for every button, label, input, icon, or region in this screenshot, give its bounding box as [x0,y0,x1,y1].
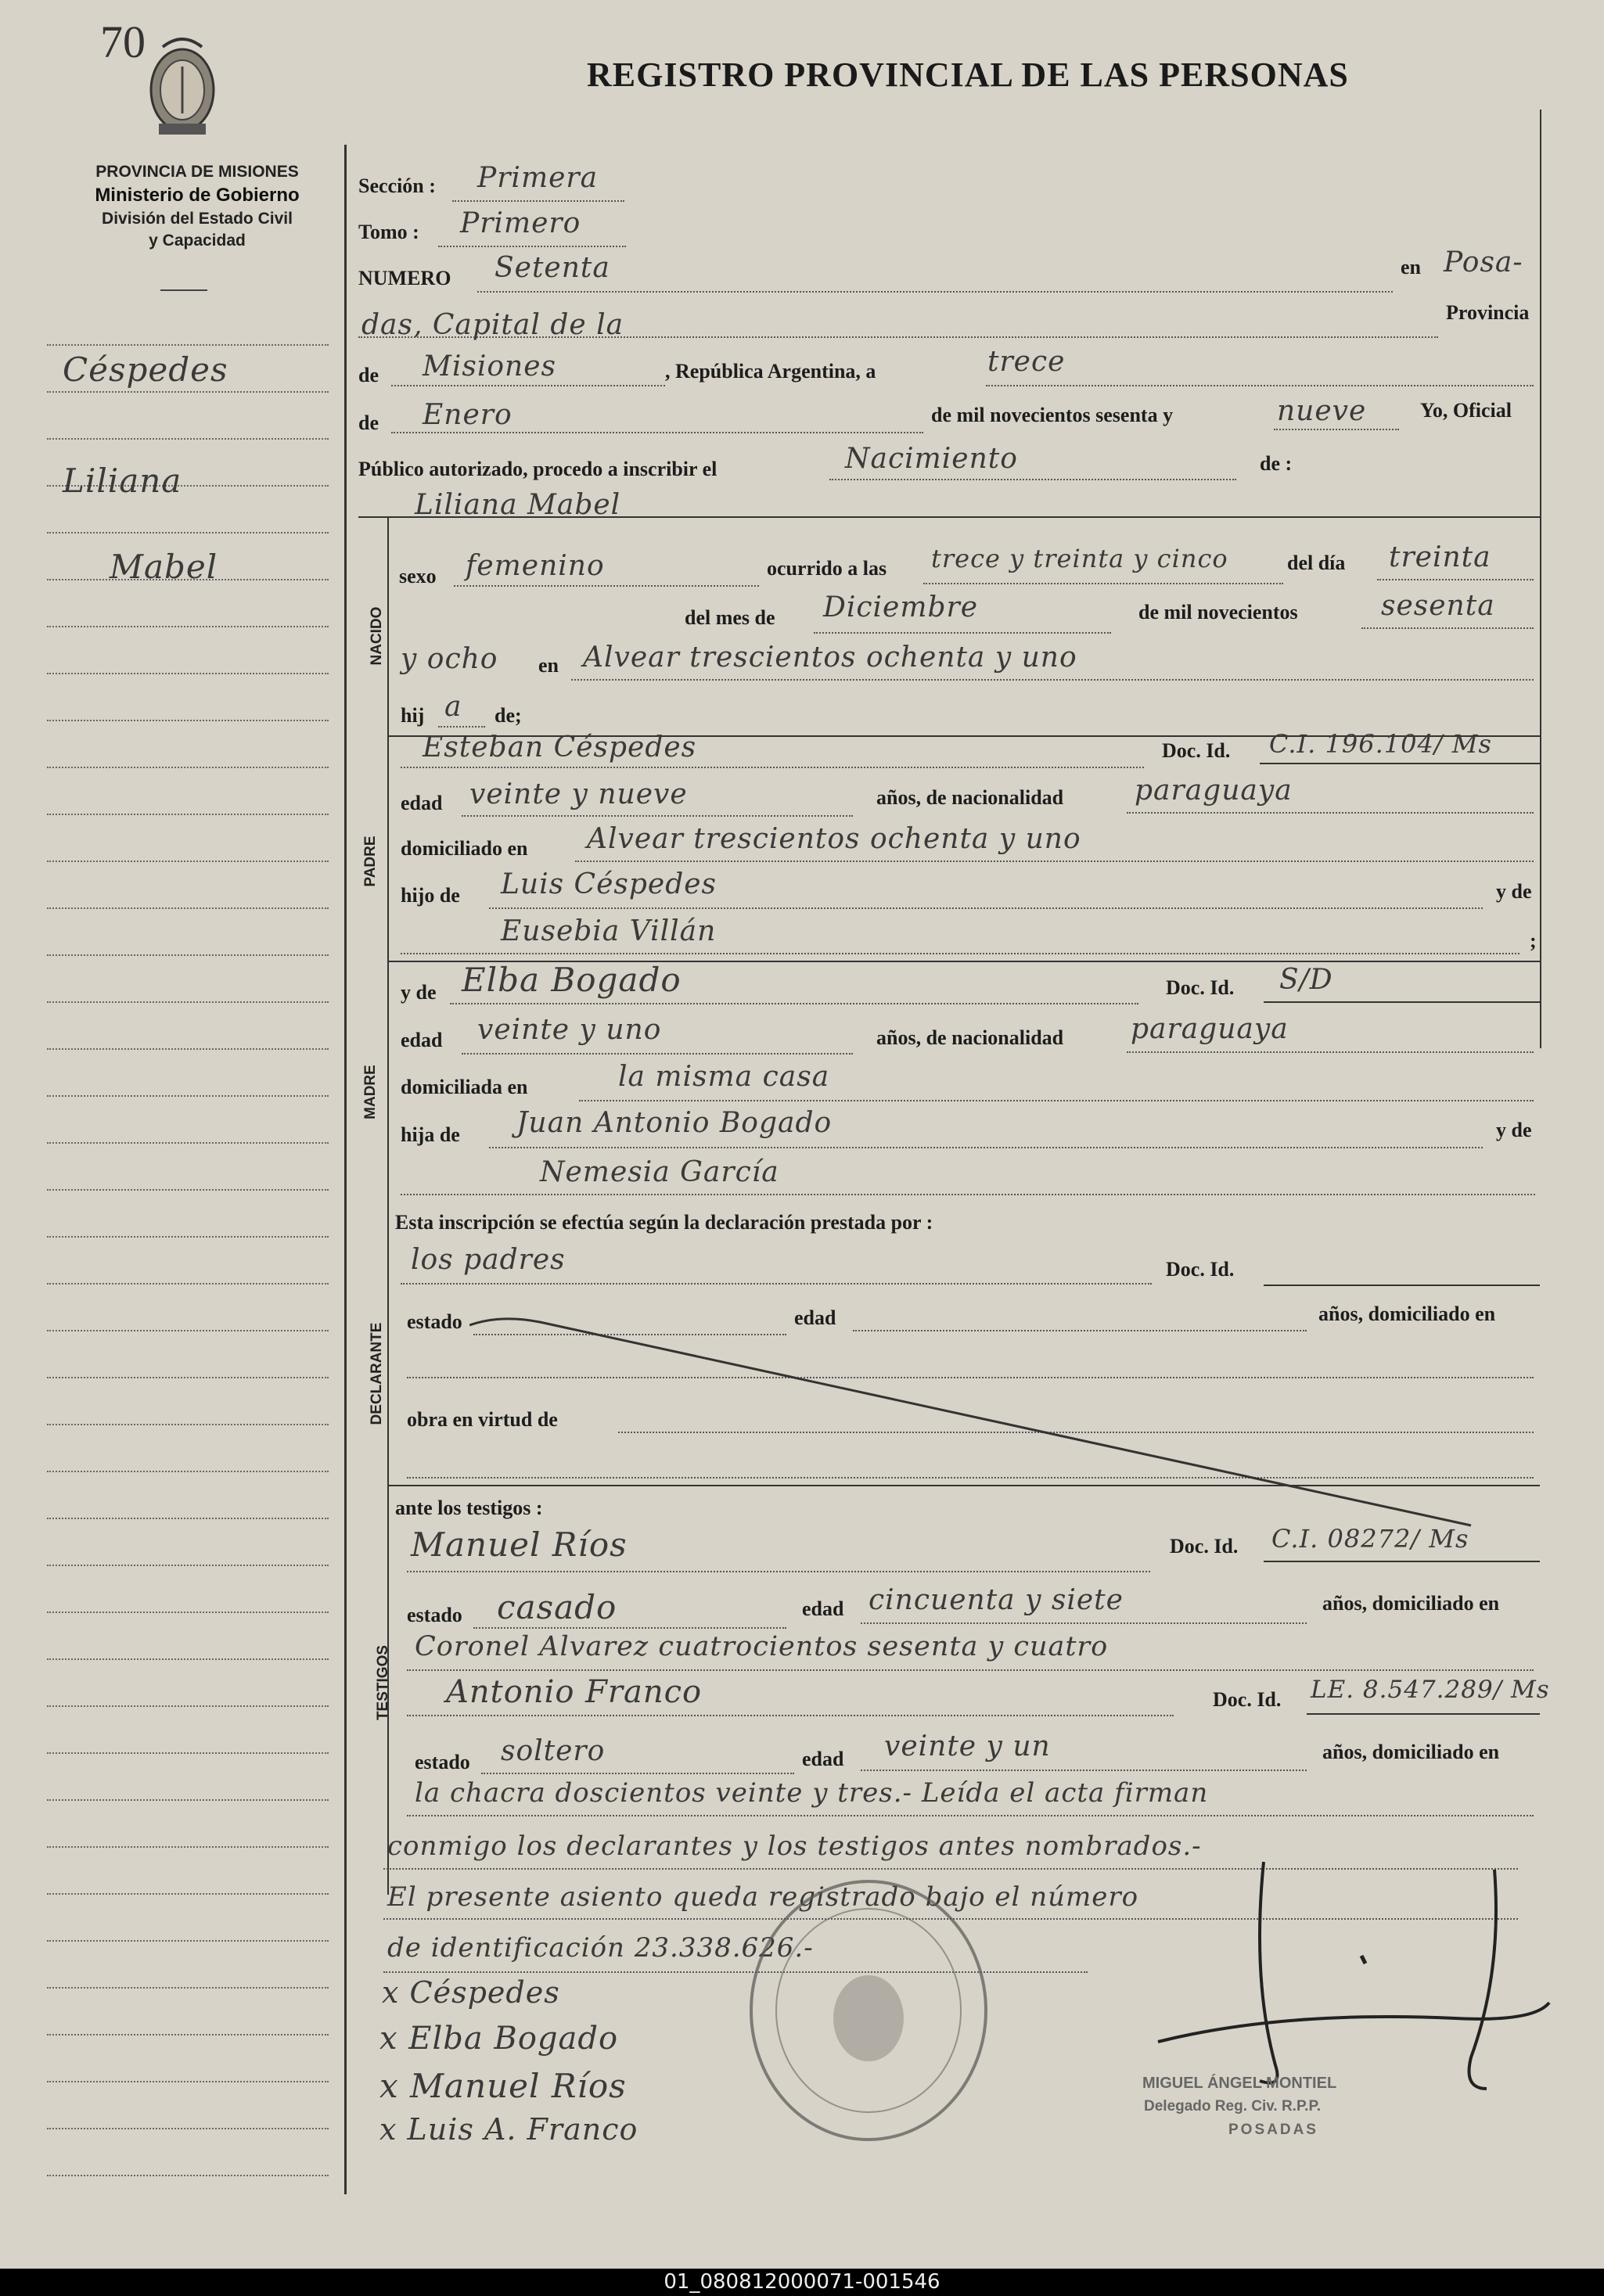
margin-ruled-line [47,1424,329,1425]
margin-ruled-line [47,673,329,674]
numero-label: NUMERO [358,267,451,289]
testigo1-doc-label: Doc. Id. [1170,1535,1239,1558]
testigo2-dom-value: la chacra doscientos veinte y tres.- Leída el acta firman [415,1777,1209,1809]
dia-line [986,385,1534,386]
en-label-2: en [538,654,559,677]
padre-y-de-label: y de [1496,880,1532,903]
margin-ruled-line [47,1048,329,1050]
margin-ruled-line [47,1752,329,1754]
sexo-line [454,585,759,587]
tomo-value: Primero [460,207,581,239]
padre-nac-value: paraguaya [1135,774,1293,807]
margin-ruled-line [47,1471,329,1472]
margin-ruled-line [47,767,329,768]
nombre-value: Liliana Mabel [415,489,621,521]
dia-nac-line [1377,579,1534,580]
margin-ruled-line [47,532,329,534]
anio-nac-line [1361,627,1534,629]
en-label: en [1401,256,1421,278]
testigo1-anos-label: años, domiciliado en [1322,1592,1500,1615]
ante-testigos-label: ante los testigos : [395,1497,543,1519]
nacido-top-rule [358,516,1540,518]
margin-ruled-line [47,2175,329,2176]
testigo1-edad-value: cincuenta y siete [869,1584,1124,1616]
madre-doc-rule [1264,1001,1540,1003]
official-stamp-role: Delegado Reg. Civ. R.P.P. [1144,2098,1321,2115]
de-label-1: de [358,364,379,386]
page-number: 70 [100,16,146,67]
de-colon-label: de : [1260,452,1293,475]
madre-edad-value: veinte y uno [477,1014,662,1046]
padre-edad-label: edad [401,792,443,814]
margin-ruled-line [47,1189,329,1191]
padre-doc-value: C.I. 196.104/ Ms [1269,729,1492,759]
padre-doc-label: Doc. Id. [1162,739,1231,762]
testigo1-estado-value: casado [497,1588,617,1626]
madre-hija-line [489,1147,1483,1148]
provincia-label: Provincia [1446,301,1530,324]
padre-nombre-value: Esteban Céspedes [423,731,697,764]
testigo2-edad-line [861,1770,1307,1771]
mes-line [391,432,923,433]
del-mes-label: del mes de [685,606,775,629]
madre-y-de-label: y de [401,981,437,1004]
margin-ruled-line [47,1377,329,1378]
padre-dom-label: domiciliado en [401,837,528,860]
hij-suffix-value: a [444,691,462,723]
left-frame-line [344,145,347,2194]
official-stamp-city: POSADAS [1228,2122,1318,2138]
testigo1-estado-line [473,1627,786,1629]
provincia-value: Misiones [423,350,557,383]
yo-oficial-label: Yo, Oficial [1420,399,1512,422]
testigo2-doc-value: LE. 8.547.289/ Ms [1311,1676,1550,1704]
margin-ruled-line [47,2081,329,2082]
city-value-1: Posa- [1444,246,1523,278]
side-label-testigos: TESTIGOS [375,1644,391,1721]
testigo1-dom-value: Coronel Alvarez cuatrocientos sesenta y cuatro [415,1631,1109,1662]
margin-ruled-line [47,1142,329,1144]
anio-nac-value-2: y ocho [401,643,498,675]
republica-label: , República Argentina, a [665,360,876,383]
right-frame-line [1540,110,1541,1048]
padre-hijo-value: Luis Céspedes [501,868,717,900]
footer-image-id: 01_080812000071-001546 [664,2270,940,2294]
numero-value: Setenta [495,252,610,284]
margin-ruled-line [47,1658,329,1660]
margin-ruled-line [47,1846,329,1848]
declarante-line [401,1283,1152,1285]
acto-line [829,479,1236,480]
margin-ruled-line [47,1283,329,1285]
testigo1-doc-value: C.I. 08272/ Ms [1271,1524,1469,1554]
signature-1: x Céspedes [382,1975,560,2010]
margin-ruled-line [47,954,329,956]
madre-nombre-line [450,1003,1138,1004]
signature-3: x Manuel Ríos [379,2067,627,2105]
testigo2-doc-label: Doc. Id. [1213,1688,1282,1711]
acto-value: Nacimiento [845,443,1018,475]
de-label-2: de [358,411,379,434]
capacity-label: y Capacidad [149,232,246,250]
padre-semicolon: ; [1530,929,1537,952]
margin-ruled-line [47,2128,329,2129]
madre-edad-label: edad [401,1029,443,1051]
padre-madre-value: Eusebia Villán [501,915,717,947]
padre-nac-line [1127,812,1534,814]
official-stamp-name: MIGUEL ÁNGEL MONTIEL [1142,2075,1337,2092]
anio-nac-value-1: sesenta [1381,590,1495,622]
margin-ruled-line [47,1001,329,1003]
margin-ruled-line [47,1987,329,1989]
cierre-line-1: conmigo los declarantes y los testigos antes nombrados.- [387,1831,1202,1862]
margin-ruled-line [47,1565,329,1566]
official-signature [1127,1854,1565,2104]
madre-edad-line [462,1053,853,1055]
province-label: PROVINCIA DE MISIONES [95,163,299,181]
margin-ruled-line [47,1612,329,1613]
ocurrido-label: ocurrido a las [767,557,887,580]
testigo2-nombre-value: Antonio Franco [446,1674,703,1710]
declarante-anos-label: años, domiciliado en [1318,1303,1496,1325]
publico-label: Público autorizado, procedo a inscribir el [358,458,717,480]
side-label-declarante: DECLARANTE [369,1322,385,1425]
testigo1-nombre-value: Manuel Ríos [411,1525,628,1564]
seccion-label: Sección : [358,174,436,197]
margin-ruled-line [47,438,329,440]
mes-inscripcion-value: Enero [423,399,512,431]
testigo1-edad-label: edad [802,1597,844,1620]
testigo2-edad-value: veinte y un [884,1730,1051,1762]
testigo2-nombre-line [407,1715,1174,1716]
numero-line [477,291,1393,293]
madre-dom-label: domiciliada en [401,1076,528,1098]
coat-of-arms-emblem [139,31,225,141]
cierre-line-2: El presente asiento queda registrado bajo el número [387,1881,1139,1913]
side-label-padre: PADRE [362,835,379,887]
testigo1-nombre-line [407,1571,1150,1572]
padre-hijo-line [489,907,1483,909]
testigo1-doc-rule [1264,1561,1540,1562]
testigo2-anos-label: años, domiciliado en [1322,1741,1500,1763]
margin-ruled-line [47,1940,329,1942]
sexo-value: femenino [466,550,605,582]
margin-note-surname: Céspedes [63,350,228,389]
de-semicolon-label: de; [495,704,522,727]
margin-ruled-line [47,391,329,393]
declarante-edad-label: edad [794,1306,836,1329]
anio-inscripcion-value: nueve [1277,395,1367,427]
testigo2-estado-line [481,1773,794,1774]
hij-line [438,726,485,728]
hij-label: hij [401,704,425,727]
provincia-line [391,385,665,386]
padre-madre-line [401,953,1519,954]
city-line [358,336,1438,338]
mes-nac-value: Diciembre [823,591,979,623]
mes-nac-line [814,632,1111,634]
declarante-doc-label: Doc. Id. [1166,1258,1235,1281]
testigo2-edad-label: edad [802,1748,844,1770]
de-mil-nov-label: de mil novecientos [1138,601,1298,623]
dia-inscripcion-value: trece [987,346,1066,378]
madre-hija-value: Juan Antonio Bogado [516,1107,833,1139]
cierre-line-3: de identificación 23.338.626.- [387,1932,814,1964]
madre-dom-line [579,1100,1534,1101]
madre-nac-value: paraguaya [1131,1013,1289,1045]
margin-ruled-line [47,626,329,627]
seccion-value: Primera [477,162,599,194]
padre-edad-line [462,815,853,817]
sexo-label: sexo [399,565,437,587]
ministry-label: Ministerio de Gobierno [95,185,300,206]
declarante-doc-rule [1264,1285,1540,1286]
margin-ruled-line [47,1705,329,1707]
round-seal [739,1870,998,2151]
padre-nombre-line [401,767,1144,768]
madre-doc-value: S/D [1279,964,1333,996]
margin-ruled-line [47,861,329,862]
city-value-2: das, Capital de la [361,309,624,341]
side-label-nacido: NACIDO [369,606,385,666]
hora-value: trece y treinta y cinco [931,544,1228,573]
lugar-nac-value: Alvear trescientos ochenta y uno [583,641,1077,674]
madre-madre-line [401,1194,1535,1195]
madre-y-de-label-2: y de [1496,1119,1532,1141]
margin-ruled-line [47,1799,329,1801]
margin-ruled-line [47,2034,329,2035]
madre-hija-label: hija de [401,1123,460,1146]
declarante-estado-label: estado [407,1310,462,1333]
esta-inscripcion-label: Esta inscripción se efectúa según la declaración prestada por : [395,1211,933,1234]
page-title: REGISTRO PROVINCIAL DE LAS PERSONAS [587,56,1349,94]
tomo-label: Tomo : [358,221,419,243]
margin-ruled-line [47,1518,329,1519]
side-label-madre: MADRE [362,1065,379,1119]
margin-ruled-line [47,1330,329,1331]
margin-ruled-line [47,1095,329,1097]
testigo2-estado-label: estado [415,1751,470,1773]
de-mil-label: de mil novecientos sesenta y [931,404,1174,426]
hora-line [923,583,1283,584]
testigo2-estado-value: soltero [501,1735,606,1767]
margin-ruled-line [47,814,329,815]
margin-ruled-line [47,720,329,721]
madre-madre-value: Nemesia García [540,1156,779,1188]
margin-ruled-line [47,344,329,346]
seccion-line [452,200,624,202]
testigo1-estado-label: estado [407,1604,462,1626]
padre-anos-label: años, de nacionalidad [876,786,1064,809]
margin-ruled-line [47,907,329,909]
padre-hijo-label: hijo de [401,884,460,907]
del-dia-label: del día [1287,552,1346,574]
padre-doc-rule [1260,763,1540,764]
padre-dom-value: Alvear trescientos ochenta y uno [587,823,1081,855]
padre-dom-line [575,861,1534,862]
margin-note-middlename: Mabel [110,548,218,586]
division-label: División del Estado Civil [102,210,293,228]
margin-ruled-line [47,1236,329,1238]
madre-doc-label: Doc. Id. [1166,976,1235,999]
madre-nac-line [1127,1051,1534,1053]
tomo-line [438,246,626,247]
declarante-value: los padres [411,1244,566,1276]
testigo2-dom-line [407,1815,1534,1816]
anio-line [1274,429,1399,430]
lugar-line [571,679,1534,681]
obra-label: obra en virtud de [407,1408,558,1431]
padre-edad-value: veinte y nueve [469,778,688,810]
madre-dom-value: la misma casa [618,1061,830,1093]
margin-ruled-line [47,1893,329,1895]
testigo1-edad-line [861,1622,1307,1624]
signature-2: x Elba Bogado [379,2021,619,2057]
testigo2-doc-rule [1307,1713,1540,1715]
header-rule [160,289,207,291]
cancel-stroke [469,1314,1487,1533]
madre-anos-label: años, de nacionalidad [876,1026,1064,1049]
dia-nac-value: treinta [1389,541,1491,573]
signature-4: x Luis A. Franco [379,2112,638,2147]
testigos-top-rule [387,1485,1540,1486]
testigo1-dom-line [407,1669,1534,1671]
madre-nombre-value: Elba Bogado [462,961,682,999]
margin-note-name: Liliana [63,462,182,500]
